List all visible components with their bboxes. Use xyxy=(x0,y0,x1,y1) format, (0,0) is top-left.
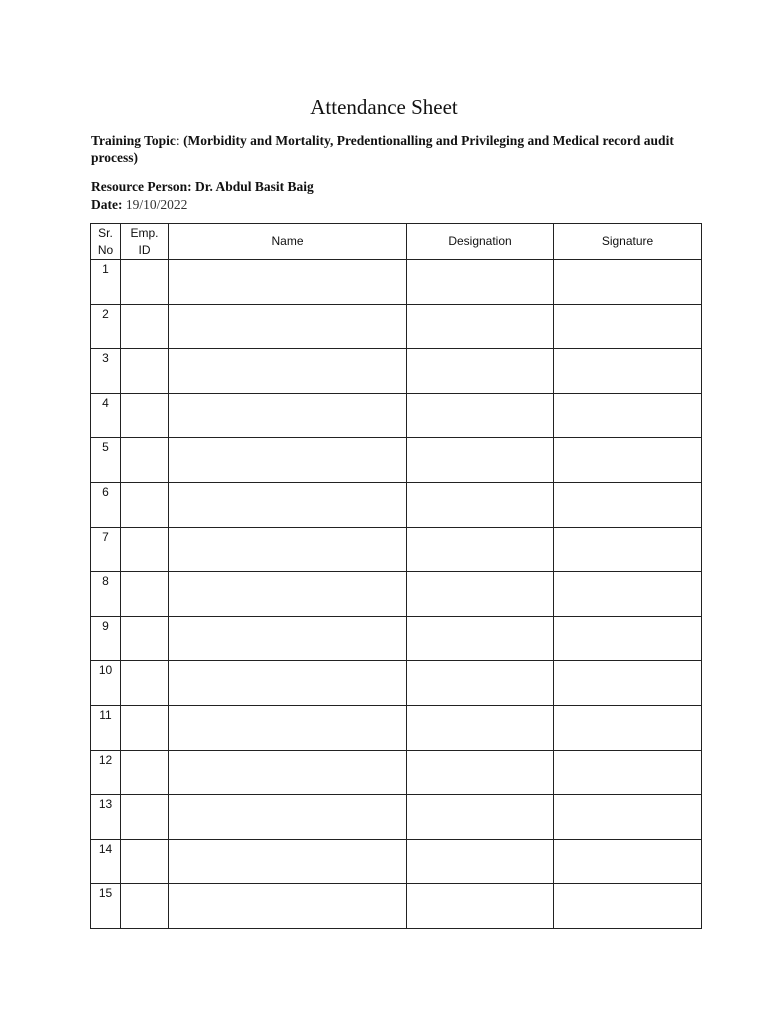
designation-cell[interactable] xyxy=(407,260,554,305)
table-row xyxy=(91,572,702,617)
table-header-row xyxy=(91,224,702,260)
name-cell[interactable] xyxy=(169,260,407,305)
training-topic-colon: : xyxy=(175,133,180,148)
serial-number-cell: 6 xyxy=(91,482,121,527)
date-line xyxy=(91,196,691,213)
table-row xyxy=(91,438,702,483)
designation-cell[interactable] xyxy=(407,839,554,884)
signature-cell[interactable] xyxy=(554,260,702,305)
designation-cell[interactable] xyxy=(407,304,554,349)
designation-cell[interactable] xyxy=(407,616,554,661)
emp-id-cell[interactable] xyxy=(121,705,169,750)
name-cell[interactable] xyxy=(169,482,407,527)
header-sr-no: Sr. No xyxy=(91,224,121,260)
emp-id-cell[interactable] xyxy=(121,438,169,483)
signature-cell[interactable] xyxy=(554,572,702,617)
emp-id-cell[interactable] xyxy=(121,393,169,438)
table-row xyxy=(91,839,702,884)
designation-cell[interactable] xyxy=(407,705,554,750)
header-designation: Designation xyxy=(407,224,554,260)
designation-cell[interactable] xyxy=(407,884,554,929)
serial-number-cell: 11 xyxy=(91,705,121,750)
serial-number-cell: 10 xyxy=(91,661,121,706)
table-row xyxy=(91,884,702,929)
designation-cell[interactable] xyxy=(407,349,554,394)
serial-number-cell: 14 xyxy=(91,839,121,884)
attendance-table xyxy=(90,223,702,929)
table-row xyxy=(91,393,702,438)
resource-person-value: Dr. Abdul Basit Baig xyxy=(191,179,314,194)
emp-id-cell[interactable] xyxy=(121,304,169,349)
name-cell[interactable] xyxy=(169,661,407,706)
training-topic-label: Training Topic xyxy=(91,133,176,148)
signature-cell[interactable] xyxy=(554,527,702,572)
designation-cell[interactable] xyxy=(407,482,554,527)
signature-cell[interactable] xyxy=(554,839,702,884)
designation-cell[interactable] xyxy=(407,750,554,795)
table-row xyxy=(91,260,702,305)
signature-cell[interactable] xyxy=(554,661,702,706)
attendance-table-body xyxy=(91,260,702,929)
signature-cell[interactable] xyxy=(554,884,702,929)
serial-number-cell: 8 xyxy=(91,572,121,617)
emp-id-cell[interactable] xyxy=(121,839,169,884)
table-row xyxy=(91,616,702,661)
name-cell[interactable] xyxy=(169,884,407,929)
designation-cell[interactable] xyxy=(407,393,554,438)
table-row xyxy=(91,304,702,349)
designation-cell[interactable] xyxy=(407,572,554,617)
signature-cell[interactable] xyxy=(554,349,702,394)
serial-number-cell: 2 xyxy=(91,304,121,349)
name-cell[interactable] xyxy=(169,393,407,438)
training-topic xyxy=(91,132,691,166)
serial-number-cell: 1 xyxy=(91,260,121,305)
designation-cell[interactable] xyxy=(407,527,554,572)
serial-number-cell: 15 xyxy=(91,884,121,929)
designation-cell[interactable] xyxy=(407,795,554,840)
emp-id-cell[interactable] xyxy=(121,482,169,527)
table-row xyxy=(91,661,702,706)
name-cell[interactable] xyxy=(169,527,407,572)
emp-id-cell[interactable] xyxy=(121,884,169,929)
signature-cell[interactable] xyxy=(554,438,702,483)
name-cell[interactable] xyxy=(169,705,407,750)
table-row xyxy=(91,527,702,572)
header-signature: Signature xyxy=(554,224,702,260)
resource-person-label: Resource Person: xyxy=(91,179,192,194)
emp-id-cell[interactable] xyxy=(121,795,169,840)
signature-cell[interactable] xyxy=(554,482,702,527)
serial-number-cell: 4 xyxy=(91,393,121,438)
emp-id-cell[interactable] xyxy=(121,527,169,572)
name-cell[interactable] xyxy=(169,750,407,795)
name-cell[interactable] xyxy=(169,438,407,483)
signature-cell[interactable] xyxy=(554,393,702,438)
signature-cell[interactable] xyxy=(554,304,702,349)
emp-id-cell[interactable] xyxy=(121,616,169,661)
serial-number-cell: 13 xyxy=(91,795,121,840)
date-label: Date: xyxy=(91,197,123,212)
name-cell[interactable] xyxy=(169,795,407,840)
page-title: Attendance Sheet xyxy=(310,95,458,119)
serial-number-cell: 9 xyxy=(91,616,121,661)
serial-number-cell: 7 xyxy=(91,527,121,572)
serial-number-cell: 5 xyxy=(91,438,121,483)
name-cell[interactable] xyxy=(169,572,407,617)
signature-cell[interactable] xyxy=(554,705,702,750)
table-row xyxy=(91,482,702,527)
date-value: 19/10/2022 xyxy=(122,197,188,212)
emp-id-cell[interactable] xyxy=(121,750,169,795)
table-row xyxy=(91,705,702,750)
header-emp-id: Emp. ID xyxy=(121,224,169,260)
table-row xyxy=(91,795,702,840)
name-cell[interactable] xyxy=(169,616,407,661)
serial-number-cell: 12 xyxy=(91,750,121,795)
resource-person xyxy=(91,178,691,195)
name-cell[interactable] xyxy=(169,349,407,394)
designation-cell[interactable] xyxy=(407,661,554,706)
name-cell[interactable] xyxy=(169,304,407,349)
table-row xyxy=(91,349,702,394)
emp-id-cell[interactable] xyxy=(121,349,169,394)
signature-cell[interactable] xyxy=(554,616,702,661)
training-topic-value: (Morbidity and Mortality, Predentionalling and Privileging and Medical record audit process) xyxy=(91,133,674,165)
emp-id-cell[interactable] xyxy=(121,572,169,617)
signature-cell[interactable] xyxy=(554,795,702,840)
designation-cell[interactable] xyxy=(407,438,554,483)
header-name: Name xyxy=(169,224,407,260)
serial-number-cell: 3 xyxy=(91,349,121,394)
signature-cell[interactable] xyxy=(554,750,702,795)
emp-id-cell[interactable] xyxy=(121,661,169,706)
emp-id-cell[interactable] xyxy=(121,260,169,305)
name-cell[interactable] xyxy=(169,839,407,884)
table-row xyxy=(91,750,702,795)
